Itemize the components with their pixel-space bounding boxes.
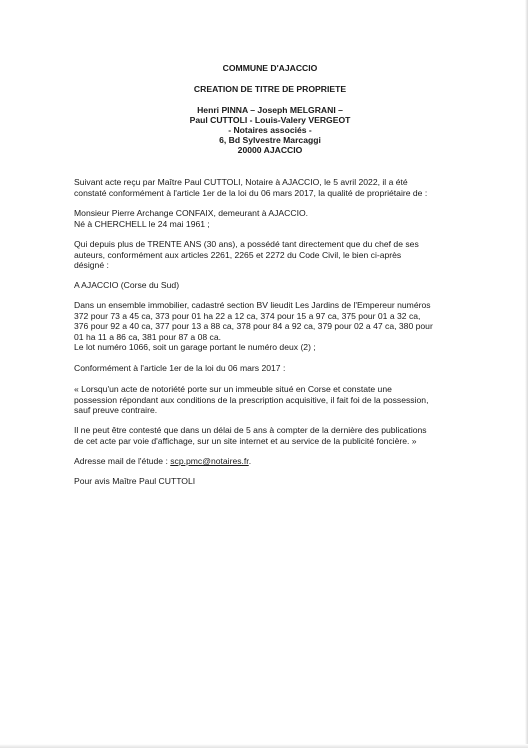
paragraph-line: « Lorsqu'un acte de notoriété porte sur un immeuble situé en Corse et constate une (74, 384, 392, 394)
paragraph-line: Suivant acte reçu par Maître Paul CUTTOLI, Notaire à AJACCIO, le 5 avril 2022, il a été (74, 177, 408, 187)
paragraph-line: 372 pour 73 a 45 ca, 373 pour 01 ha 22 a 12 ca, 374 pour 15 a 97 ca, 375 pour 01 a 32 ca, (74, 310, 421, 321)
signature-paragraph (74, 476, 459, 487)
paragraph-line: Qui depuis plus de TRENTE ANS (30 ans), a possédé tant directement que du chef de ses (74, 239, 419, 249)
paragraph-line: Le lot numéro 1066, soit un garage portant le numéro deux (2) ; (74, 342, 316, 353)
page-bottom-shadow (0, 744, 528, 748)
notaries-line: Paul CUTTOLI - Louis-Valery VERGEOT (189, 115, 351, 125)
notaries-block (120, 105, 420, 155)
property-paragraph (74, 300, 459, 353)
email-label: Adresse mail de l'étude : (74, 456, 171, 466)
paragraph-line: Monsieur Pierre Archange CONFAIX, demeurant à AJACCIO. (74, 208, 309, 218)
owner-paragraph (74, 208, 459, 229)
paragraph-line: Conformément à l'article 1er de la loi du 06 mars 2017 : (74, 363, 286, 373)
paragraph-line: 01 ha 11 a 86 ca, 381 pour 87 a 08 ca. (74, 331, 222, 342)
notaries-line: - Notaires associés - (228, 125, 312, 135)
paragraph-line: désigné : (74, 260, 109, 271)
document-title (120, 84, 420, 94)
contest-paragraph (74, 425, 459, 446)
email-link[interactable]: scp.pmc@notaires.fr (170, 456, 249, 466)
intro-paragraph (74, 177, 459, 198)
document-title-text: CREATION DE TITRE DE PROPRIETE (193, 84, 347, 94)
paragraph-line: possession répondant aux conditions de la prescription acquisitive, il fait foi de la possession, (74, 394, 429, 405)
paragraph-line: constaté conformément à l'article 1er de la loi du 06 mars 2017, la qualité de propriétaire de : (74, 187, 428, 198)
paragraph-line: de cet acte par voie d'affichage, sur un site internet et au service de la publicité foncière. » (74, 435, 417, 446)
notaries-line: Henri PINNA – Joseph MELGRANI – (197, 105, 343, 115)
notaries-line: 6, Bd Sylvestre Marcaggi (219, 135, 321, 145)
email-end: . (248, 456, 252, 466)
paragraph-line: Dans un ensemble immobilier, cadastré section BV lieudit Les Jardins de l'Empereur numéros (74, 300, 431, 310)
notaries-line: 20000 AJACCIO (237, 145, 303, 155)
email-paragraph (74, 456, 459, 467)
commune-title (120, 63, 420, 73)
signature-line: Pour avis Maître Paul CUTTOLI (74, 476, 196, 486)
paragraph-line: Il ne peut être contesté que dans un délai de 5 ans à compter de la dernière des publications (74, 425, 427, 435)
paragraph-line: auteurs, conformément aux articles 2261, 2265 et 2272 du Code Civil, le bien ci-après (74, 249, 402, 260)
paragraph-line: 376 pour 92 a 40 ca, 377 pour 13 a 88 ca, 378 pour 84 a 92 ca, 379 pour 02 a 47 ca, 380 pour (74, 321, 433, 332)
commune-title-text: COMMUNE D'AJACCIO (222, 63, 318, 73)
paragraph-line: A AJACCIO (Corse du Sud) (74, 280, 180, 290)
conformement-paragraph (74, 363, 459, 374)
location-paragraph (74, 280, 459, 291)
quote-paragraph (74, 384, 459, 416)
paragraph-line: sauf preuve contraire. (74, 405, 158, 416)
paragraph-line: Né à CHERCHELL le 24 mai 1961 ; (74, 218, 210, 229)
email-line (74, 456, 459, 467)
possession-paragraph (74, 239, 459, 271)
